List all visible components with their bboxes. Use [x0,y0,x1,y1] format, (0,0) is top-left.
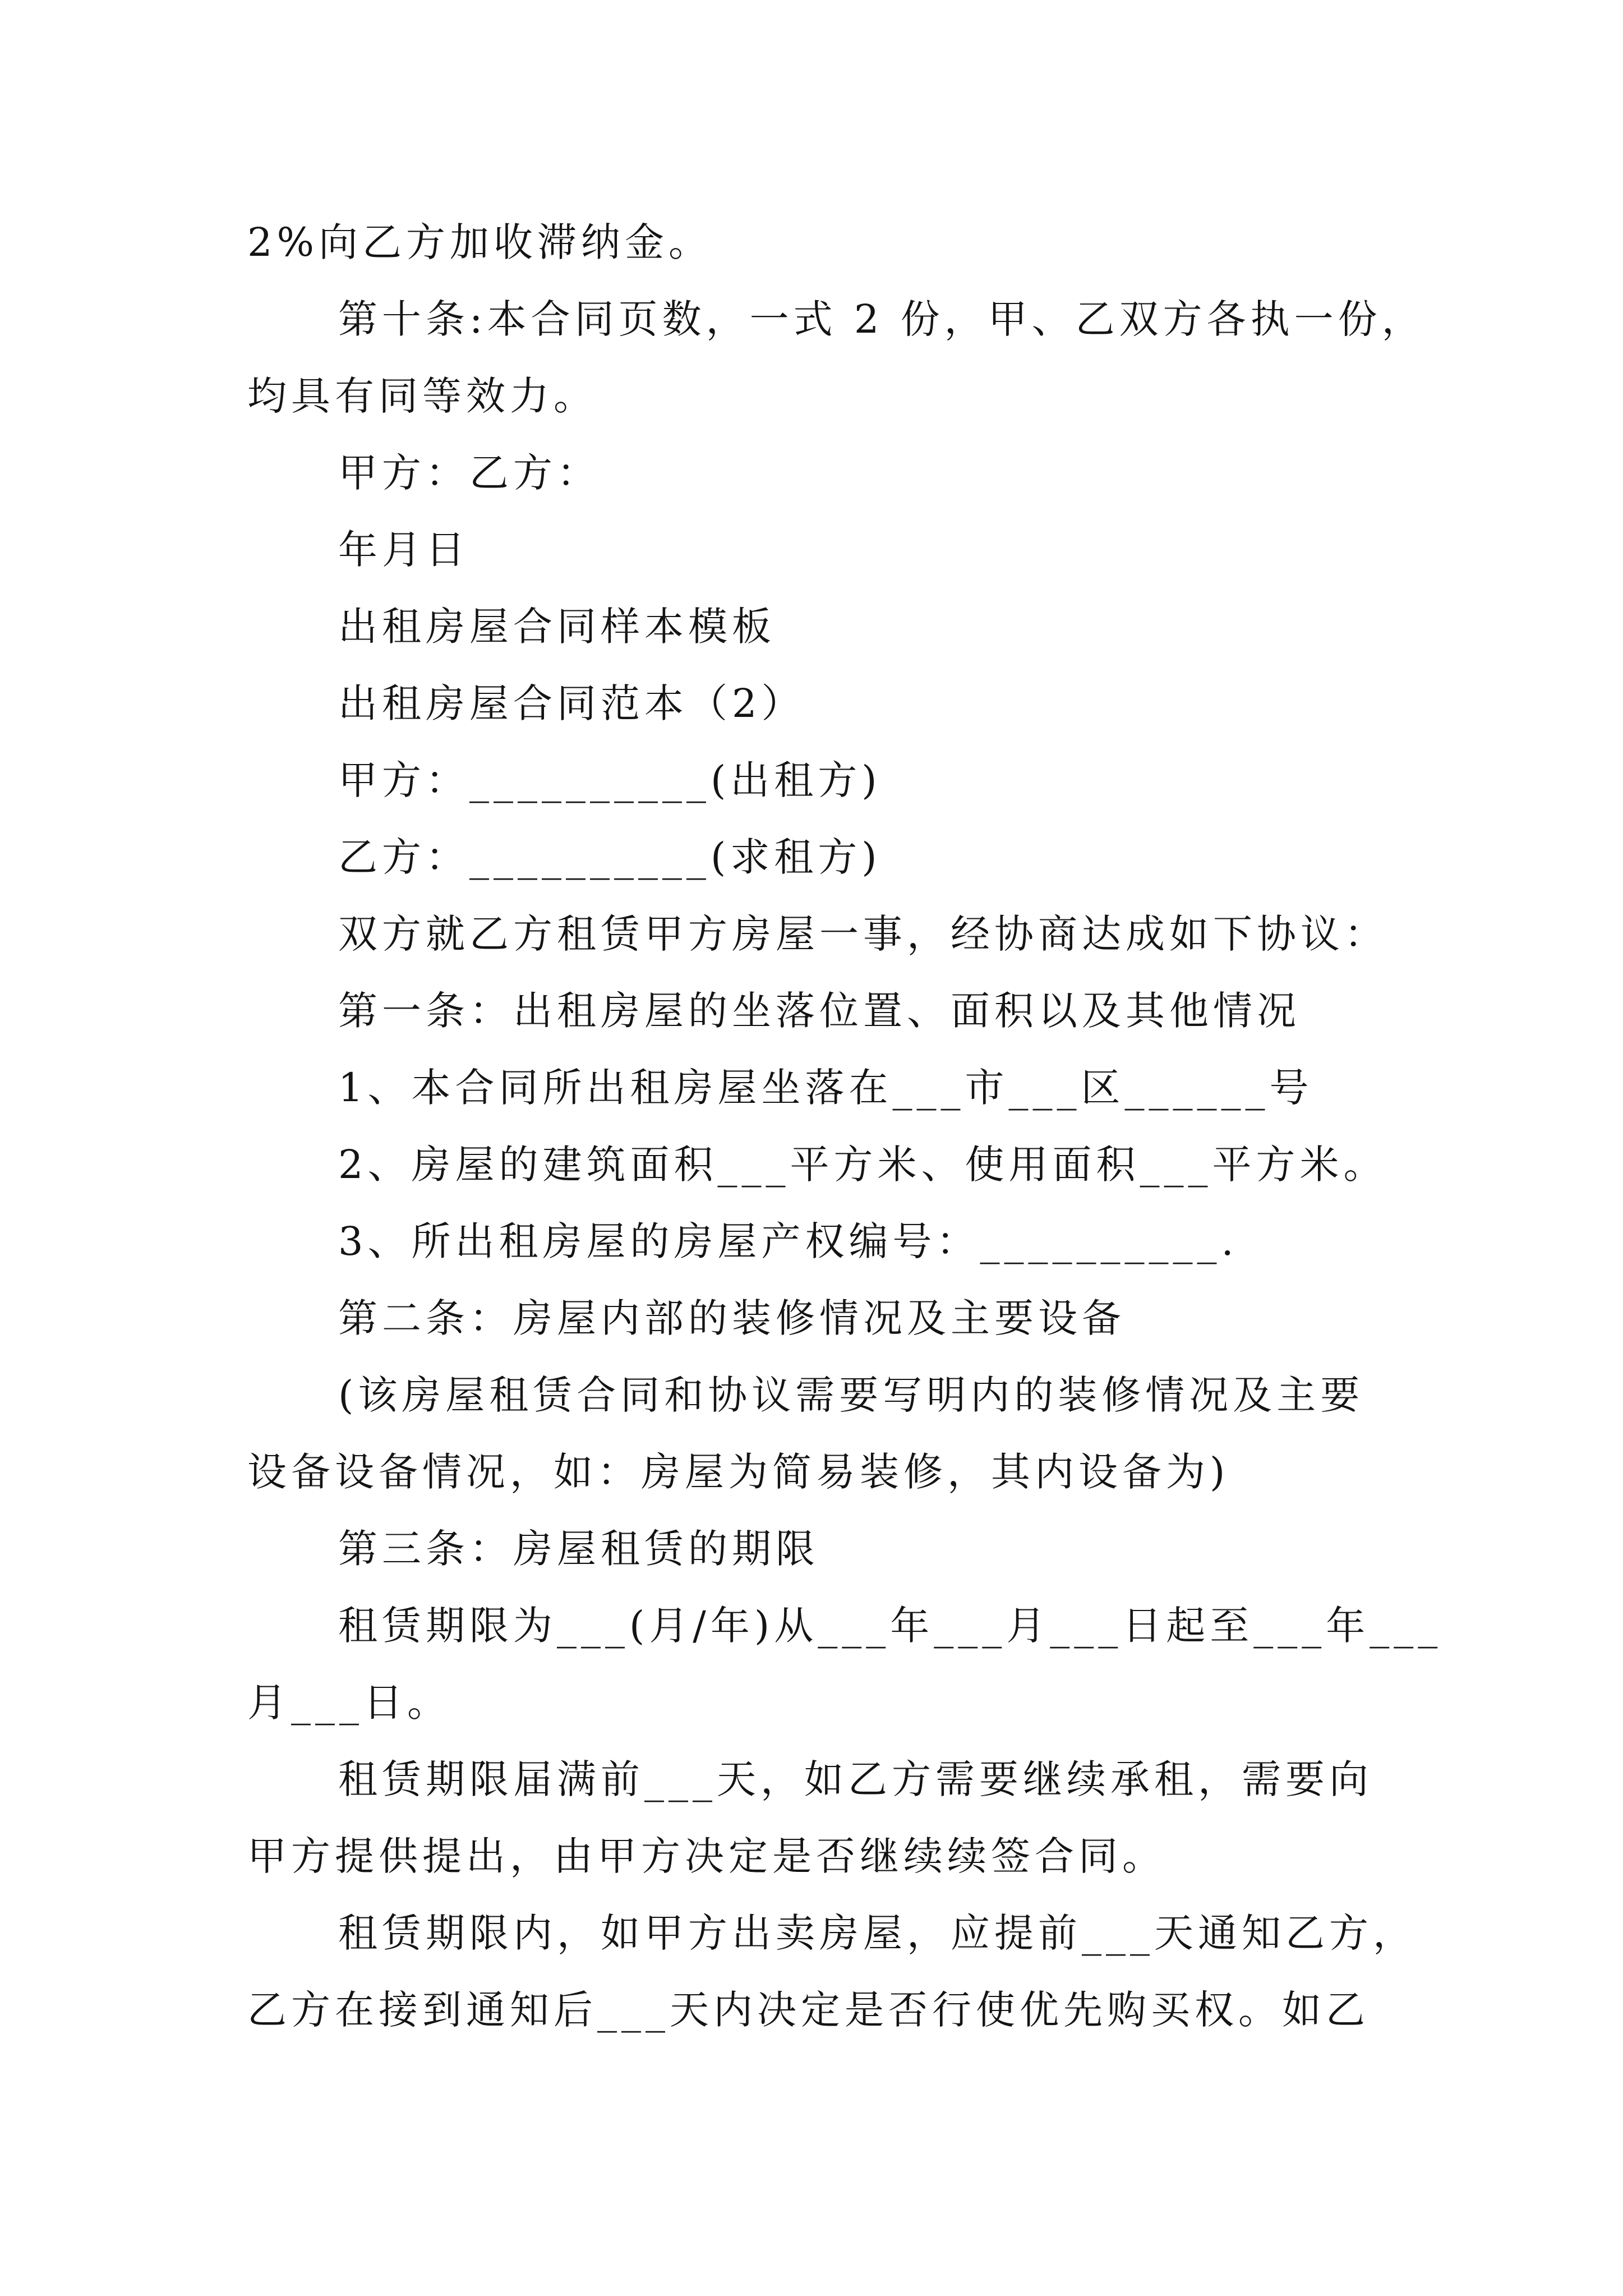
clause-item: 2、房屋的建筑面积___平方米、使用面积___平方米。 [338,1142,1387,1188]
text-line: 乙方在接到通知后___天内决定是否行使优先购买权。如乙 [247,1987,1370,2033]
text-line: 设备设备情况，如：房屋为简易装修，其内设备为) [247,1449,1230,1495]
clause-item: 1、本合同所出租房屋坐落在___市___区______号 [338,1065,1313,1111]
article-heading: 第二条：房屋内部的装修情况及主要设备 [338,1295,1126,1341]
text-line: (该房屋租赁合同和协议需要写明内的装修情况及主要 [338,1372,1364,1418]
text-line: 均具有同等效力。 [247,373,597,419]
text-line: 甲方提供提出，由甲方决定是否继续续签合同。 [247,1833,1166,1879]
article-heading: 第三条：房屋租赁的期限 [338,1526,819,1572]
text-line: 租赁期限内，如甲方出卖房屋，应提前___天通知乙方， [338,1910,1417,1956]
text-line: 租赁期限为___(月/年)从___年___月___日起至___年___ [338,1603,1442,1649]
section-title: 出租房屋合同样本模板 [338,604,776,650]
text-line: 双方就乙方租赁甲方房屋一事，经协商达成如下协议： [338,911,1388,957]
text-line: 第十条:本合同页数，一式 2 份，甲、乙双方各执一份， [338,296,1426,342]
text-line: 月___日。 [247,1680,451,1726]
clause-item: 3、所出租房屋的房屋产权编号：__________. [338,1218,1238,1264]
article-heading: 第一条：出租房屋的坐落位置、面积以及其他情况 [338,988,1301,1034]
party-b-line: 乙方：__________(求租方) [338,834,882,880]
party-a-line: 甲方：__________(出租方) [338,757,882,803]
signature-line: 甲方：乙方： [338,450,601,496]
contract-title: 出租房屋合同范本（2） [338,680,805,726]
date-line: 年月日 [338,527,469,573]
text-line: 租赁期限届满前___天，如乙方需要继续承租，需要向 [338,1756,1373,1802]
text-line: 2%向乙方加收滞纳金。 [247,219,713,265]
